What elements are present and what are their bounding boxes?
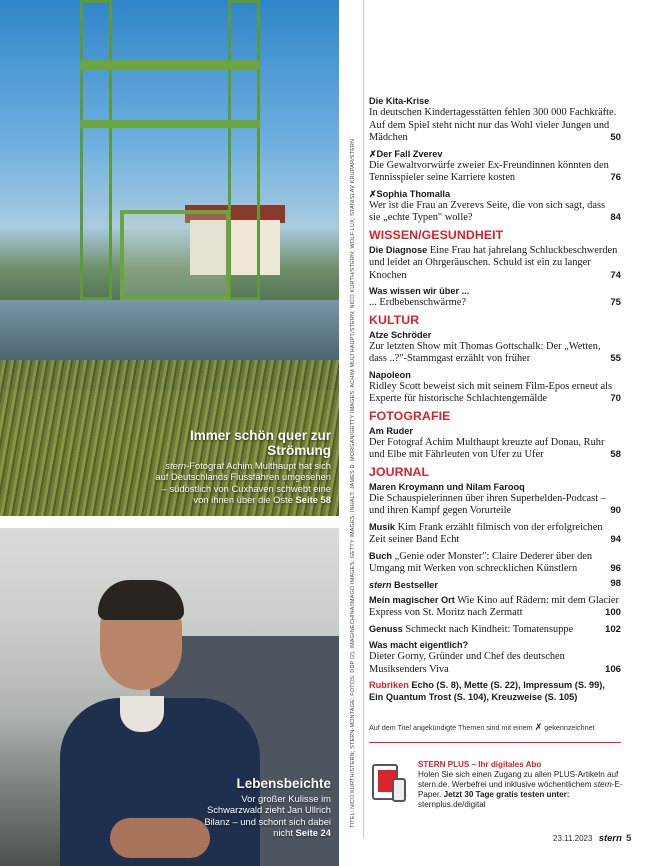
caption-page[interactable]: Seite 24 <box>295 826 331 838</box>
plus-text <box>418 760 638 810</box>
entry-page: 100 <box>604 607 621 618</box>
person-shirt <box>120 696 164 732</box>
phone-icon <box>392 778 406 802</box>
page-number: 5 <box>626 833 632 844</box>
entry-body <box>369 623 619 637</box>
entry-head: Die Diagnose <box>369 244 428 255</box>
ferry-crossbeam <box>80 60 260 70</box>
entry-head-text: Sophia Thomalla <box>376 188 451 199</box>
credits-text: TITEL: NICO KURTH/STERN; STERN-MONTAGE; FOTOS: DDP (2), IMAGINECHINA/IMAGO IMAGES; GETTY IMAGES; INHALT: JAMES D. MORGAN/GETTY IMAGES; ACHIM MULTHAUPT/STERN; NICO KURTH/STERN; WOLF LUX; STANISLAV KRUPAR/STERN <box>350 138 356 828</box>
toc-entry-kroymann[interactable] <box>369 481 619 518</box>
note-text-after: gekennzeichnet <box>544 723 595 732</box>
column-divider <box>363 0 364 838</box>
caption-brand: stern <box>165 460 187 471</box>
entry-page: 106 <box>604 663 621 675</box>
entry-body <box>369 521 619 547</box>
photo-caption-bottom <box>201 776 331 838</box>
entry-body: Die Schauspielerinnen über ihren Superhelden-Podcast – und ihren Kampf gegen Vorurteile <box>369 492 606 516</box>
note-text-before: Auf dem Titel angekündigte Themen sind mit einem <box>369 723 533 732</box>
section-fotografie: FOTOGRAFIE <box>369 408 451 423</box>
entry-head <box>369 148 619 160</box>
entry-body: Dieter Gorny, Gründer und Chef des deutschen Musiksenders Viva <box>369 651 565 675</box>
entry-body: In deutschen Kindertagesstätten fehlen 300 000 Fachkräfte. Auf dem Spiel steht nicht nur das Wohl vieler Jungen und Mädchen <box>369 107 617 143</box>
entry-head: Atze Schröder <box>369 329 432 340</box>
entry-head: Maren Kroymann und Nilam Farooq <box>369 481 525 492</box>
cover-star-icon: ✗ <box>369 188 377 199</box>
entry-text: „Genie oder Monster": Claire Dederer über den Umgang mit Werken von schrecklichen Künstlern <box>369 550 593 574</box>
ferry-crossbeam-lower <box>80 120 260 128</box>
entry-text: Wie Kino auf Rädern: mit dem Glacier Express von St. Moritz nach Zermatt <box>369 594 619 618</box>
toc-entry-buch[interactable] <box>369 550 619 576</box>
caption-page[interactable]: Seite 58 <box>295 493 331 505</box>
toc-entry-musik[interactable] <box>369 521 619 547</box>
entry-body <box>369 244 619 283</box>
entry-body <box>369 550 619 576</box>
caption-body: Vor großer Kulisse im Schwarzwald zieht Jan Ullrich Bilanz – und schont sich dabei nicht <box>204 793 331 838</box>
toc-entry-am-ruder[interactable] <box>369 425 619 462</box>
entry-head: Musik <box>369 521 396 532</box>
entry-page: 70 <box>610 393 621 404</box>
entry-body: Wer ist die Frau an Zverevs Seite, die von sich sagt, dass sie „echte Typen" wolle? <box>369 199 606 223</box>
ferry-photo <box>0 0 339 516</box>
person-hair <box>98 580 184 620</box>
toc-entry-thomalla[interactable] <box>369 188 619 225</box>
person-hands <box>110 818 210 858</box>
entry-body: Die Gewaltvorwürfe zweier Ex-Freundinnen könnten den Tennisspieler seine Karriere kosten <box>369 159 609 183</box>
entry-head: Die Kita-Krise <box>369 96 430 106</box>
plus-brand: stern <box>593 780 612 789</box>
entry-body: Zur letzten Show mit Thomas Gottschalk: Der „Wetten, dass ..?"-Stammgast erzählt von früher <box>369 340 601 364</box>
photo-credits <box>349 6 359 828</box>
ferry-gondola <box>120 210 230 300</box>
entry-page: 96 <box>610 563 621 574</box>
ferry-tower-right <box>228 0 260 300</box>
plus-cta: Jetzt 30 Tage gratis testen unter: <box>443 790 570 799</box>
toc-entry-bestseller[interactable] <box>369 579 619 591</box>
cover-star-icon: ✗ <box>534 722 543 732</box>
footer-brand: stern <box>598 833 622 844</box>
photo-caption-top <box>151 428 331 505</box>
toc-entry-was-macht[interactable] <box>369 639 619 676</box>
entry-text: Kim Frank erzählt filmisch von der erfolgreichen Zeit seiner Band Echt <box>369 521 603 545</box>
entry-page: 102 <box>604 623 621 635</box>
entry-page: 94 <box>610 534 621 545</box>
toc-entry-zverev[interactable] <box>369 148 619 185</box>
entry-head: Was wissen wir über ... <box>369 286 470 296</box>
devices-icon <box>372 764 406 810</box>
section-wissen: WISSEN/GESUNDHEIT <box>369 227 504 242</box>
entry-head <box>369 579 619 591</box>
entry-page: 75 <box>610 297 621 308</box>
section-kultur: KULTUR <box>369 312 420 327</box>
rubriken-label: Rubriken <box>369 680 409 690</box>
plus-line1: Holen Sie sich einen Zugang zu allen PLUS-Artikeln auf stern.de. Werbefrei und inklusive wöchentlichem <box>418 770 619 789</box>
entry-page: 58 <box>610 449 621 460</box>
entry-head-text: Der Fall Zverev <box>376 148 443 159</box>
toc-entry-genuss[interactable] <box>369 623 619 637</box>
plus-line2: -E-Paper. <box>418 780 623 799</box>
section-journal: JOURNAL <box>369 464 430 479</box>
rubriken-line <box>369 679 619 703</box>
table-of-contents <box>369 95 619 703</box>
page-footer <box>553 833 631 844</box>
toc-entry-kita[interactable] <box>369 95 619 145</box>
caption-title: Lebensbeichte <box>236 776 331 791</box>
entry-page: 84 <box>610 212 621 223</box>
entry-body <box>369 594 619 620</box>
portrait-photo <box>0 528 339 866</box>
entry-head <box>369 188 619 200</box>
entry-head: Was macht eigentlich? <box>369 640 469 650</box>
cover-topics-note <box>369 722 639 733</box>
entry-page: 98 <box>610 578 621 589</box>
entry-head: Genuss <box>369 623 403 634</box>
caption-text <box>201 793 331 838</box>
caption-body: -Fotograf Achim Multhaupt hat sich auf Deutschlands Flussfähren umgesehen – südöstlich von Cuxhaven schwebt eine von ihnen über die Oste <box>155 460 331 505</box>
toc-entry-napoleon[interactable] <box>369 369 619 406</box>
plus-url[interactable]: sternplus.de/digital <box>418 800 486 809</box>
entry-body: Ridley Scott beweist sich mit seinem Film-Epos erneut als Experte für historische Schlachtengemälde <box>369 380 612 404</box>
entry-body: Der Fotograf Achim Multhaupt kreuzte auf Donau, Ruhr und Elbe mit Fährleuten von Ufer zu Ufer <box>369 436 605 460</box>
entry-page: 74 <box>610 269 621 281</box>
issue-date: 23.11.2023 <box>553 834 593 843</box>
entry-page: 76 <box>610 172 621 183</box>
entry-text: Schmeckt nach Kindheit: Tomatensuppe <box>405 623 574 635</box>
entry-page: 90 <box>610 505 621 516</box>
stern-plus-promo[interactable] <box>372 760 624 820</box>
stern-brand: stern <box>369 579 392 590</box>
plus-title: STERN PLUS – Ihr digitales Abo <box>418 760 542 769</box>
entry-head-text: Bestseller <box>394 579 438 590</box>
caption-title: Immer schön quer zur Strömung <box>189 428 331 458</box>
entry-head: Buch <box>369 550 392 561</box>
entry-head: Am Ruder <box>369 425 413 436</box>
toc-entry-was-wissen[interactable] <box>369 285 619 310</box>
entry-head: Mein magischer Ort <box>369 594 455 605</box>
entry-head: Napoleon <box>369 369 411 380</box>
rubriken-text: Echo (S. 8), Mette (S. 22), Impressum (S. 99), Ein Quantum Trost (S. 104), Kreuzweise (S. 105) <box>369 680 605 702</box>
toc-entry-schroeder[interactable] <box>369 329 619 366</box>
caption-text <box>151 460 331 505</box>
ferry-tower-left <box>80 0 112 300</box>
plus-divider <box>369 742 621 743</box>
entry-body: ... Erdbebenschwärme? <box>369 297 466 308</box>
entry-page: 55 <box>610 353 621 364</box>
toc-entry-magischer-ort[interactable] <box>369 594 619 620</box>
entry-page: 50 <box>610 132 621 143</box>
entry-text: Eine Frau hat jahrelang Schluckbeschwerden und leidet an Ohrgeräuschen. Schuld ist ein zu langer Knochen <box>369 244 618 281</box>
toc-entry-diagnose[interactable] <box>369 244 619 283</box>
cover-star-icon: ✗ <box>369 148 377 159</box>
